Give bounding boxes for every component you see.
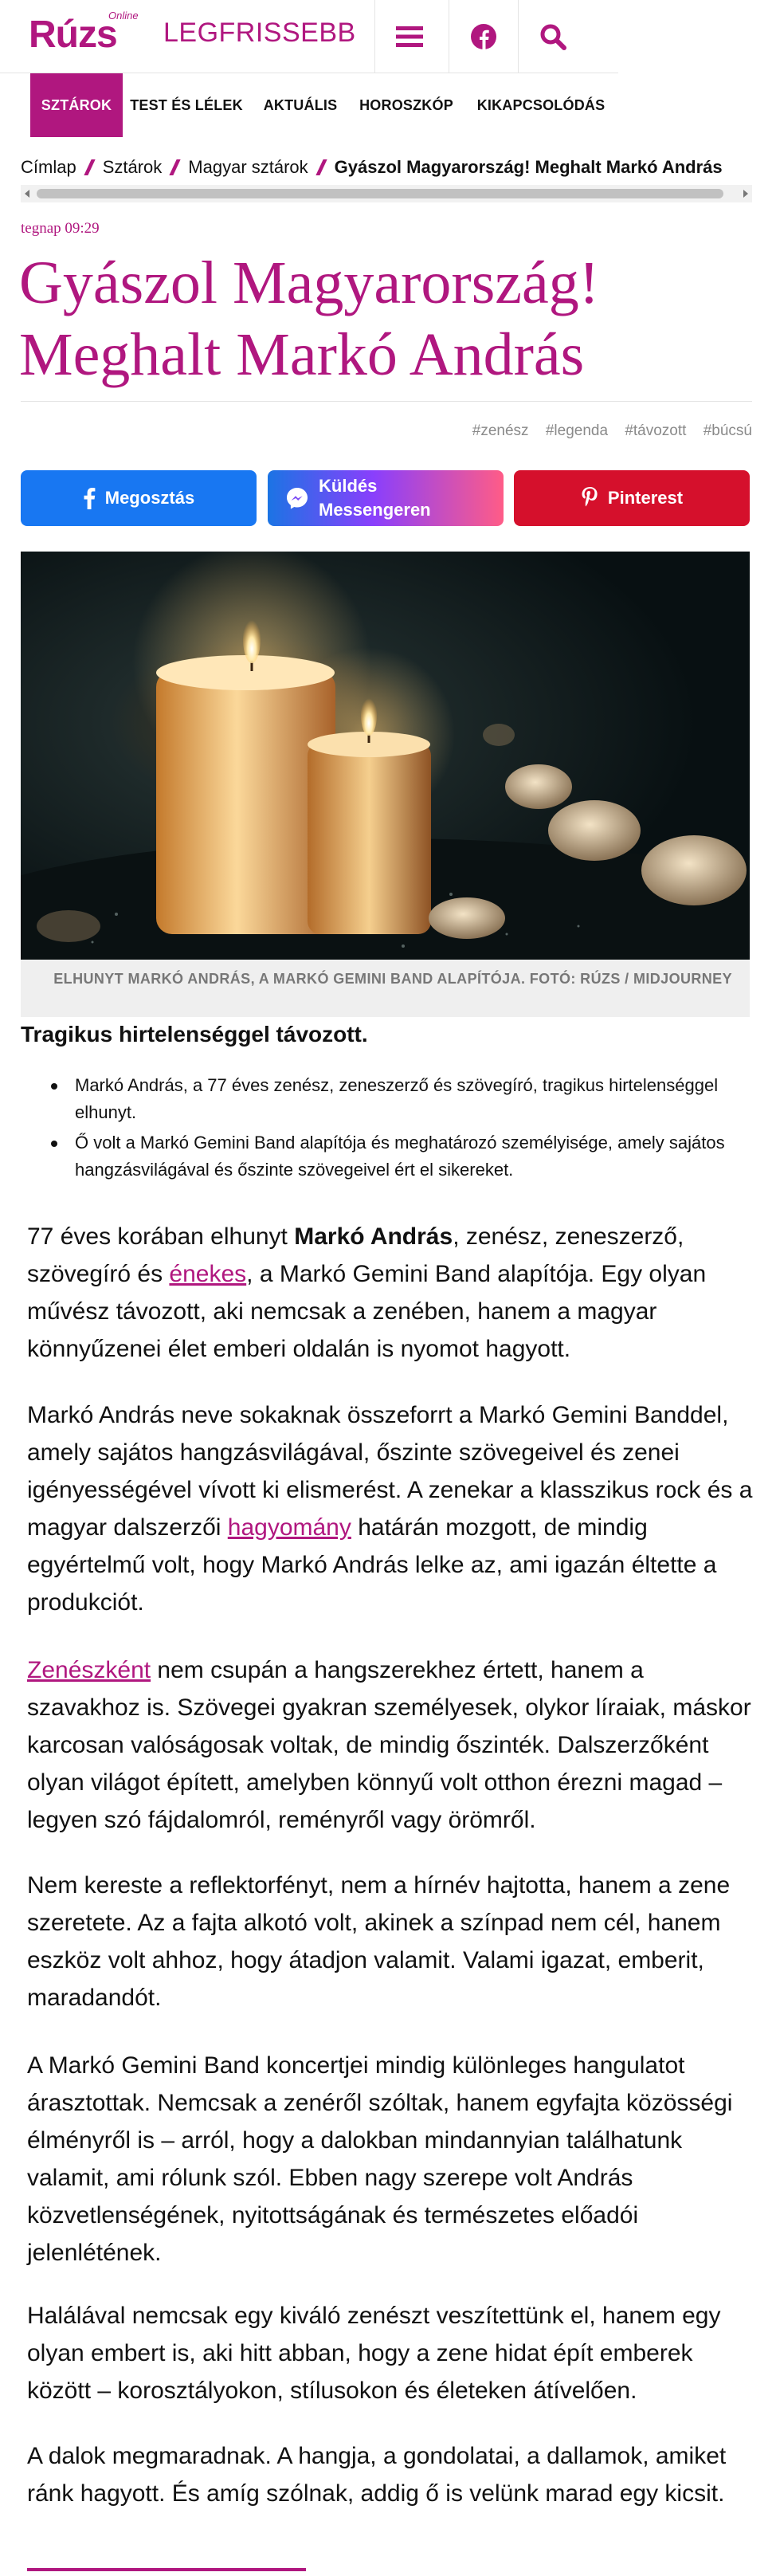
body-paragraph: [27, 1218, 754, 1368]
breadcrumb-scrollbar[interactable]: [21, 185, 752, 202]
inline-link-zeneszkent[interactable]: Zenészként: [27, 1657, 151, 1683]
hamburger-icon: [396, 25, 423, 49]
breadcrumb-separator: [170, 159, 181, 175]
facebook-button[interactable]: [449, 0, 517, 73]
scroll-right-arrow-icon[interactable]: [743, 190, 748, 198]
tag-link[interactable]: #zenész: [472, 422, 529, 439]
tag-link[interactable]: #búcsú: [703, 422, 752, 439]
text-run: , a Markó Gemini Band alapítója. Egy olyan művész távozott, aki nemcsak a zenében, hanem a magyar könnyűzenei élet emberi oldalán is nyomot hagyott.: [27, 1261, 707, 1362]
body-paragraph: [27, 1396, 754, 1621]
scrollbar-thumb[interactable]: [37, 189, 723, 198]
nav-item-kikapcsolodas[interactable]: KIKAPCSOLÓDÁS: [476, 96, 606, 113]
article-timestamp: tegnap 09:29: [21, 220, 100, 237]
breadcrumb-current: Gyászol Magyarország! Meghalt Markó András: [334, 157, 723, 178]
summary-list: [48, 1072, 749, 1187]
pinterest-icon: [581, 486, 598, 510]
body-paragraph: Nem kereste a reflektorfényt, nem a hírnév hajtotta, hanem a zene szeretete. Az a fajta alkotó volt, akinek a színpad nem cél, hanem eszköz volt ahhoz, hogy átadjon valamit. Valami igazat, emberit, maradandót.: [27, 1872, 731, 2011]
article-title: Gyászol Magyarország! Meghalt Markó András: [19, 249, 600, 388]
category-nav: [0, 73, 776, 143]
text-run: határán mozgott, de mindig egyértelmű volt, hogy Markó András lelke az, ami igazán éltette a produkciót.: [27, 1514, 717, 1616]
search-button[interactable]: [518, 0, 586, 73]
section-divider: [27, 2568, 306, 2571]
text-run: , zenész, zeneszerző, szövegíró és: [27, 1223, 684, 1287]
breadcrumb-separator: [84, 159, 95, 175]
pinterest-share-label: Pinterest: [607, 488, 684, 508]
body-paragraph: A Markó Gemini Band koncertjei mindig különleges hangulatot árasztottak. Nemcsak a zenéről szóltak, hanem egyfajta közösségi élményről is – arról, hogy a dalokban mindannyian találhatunk valamit, ami rólunk szól. Ebben nagy szerepe volt András közvetlenségének, nyitottságának és természetes előadói jelenlétének.: [27, 2052, 733, 2266]
messenger-icon: [285, 486, 309, 510]
breadcrumb-home[interactable]: Címlap: [21, 157, 76, 178]
breadcrumb-separator: [315, 159, 327, 175]
inline-link-enekes[interactable]: énekes: [169, 1261, 247, 1287]
summary-item: Markó András, a 77 éves zenész, zeneszerző és szövegíró, tragikus hirtelenséggel elhunyt.: [48, 1072, 749, 1126]
messenger-label-line2: Messengeren: [319, 500, 431, 520]
messenger-share-label: [319, 474, 431, 522]
person-name: Markó András: [294, 1223, 453, 1250]
body-paragraph: Halálával nemcsak egy kiváló zenészt veszítettünk el, hanem egy olyan embert is, aki hitt abban, hogy a zene hidat épít emberek között – korosztályokon, stílusokon és életeken átívelően.: [27, 2303, 721, 2404]
breadcrumb-sztarok[interactable]: Sztárok: [102, 157, 163, 178]
tag-link[interactable]: #legenda: [545, 422, 609, 439]
menu-button[interactable]: [374, 0, 443, 73]
body-paragraph: A dalok megmaradnak. A hangja, a gondolatai, a dallamok, amiket ránk hagyott. És amíg szólnak, addig ő is velünk marad egy kicsit.: [27, 2443, 727, 2507]
nav-item-test-es-lelek[interactable]: TEST ÉS LÉLEK: [130, 96, 243, 113]
candles-image: [21, 552, 750, 960]
facebook-share-label: Megosztás: [104, 488, 195, 508]
image-caption-box: [21, 960, 750, 1017]
nav-item-aktualis[interactable]: AKTUÁLIS: [263, 96, 338, 113]
nav-item-horoszkop[interactable]: HOROSZKÓP: [359, 96, 453, 113]
messenger-share-button[interactable]: [268, 470, 504, 526]
article-lead: Tragikus hirtelenséggel távozott.: [21, 1022, 368, 1046]
breadcrumb-magyar-sztarok[interactable]: Magyar sztárok: [188, 157, 308, 178]
tag-link[interactable]: #távozott: [625, 422, 687, 439]
article-hero-image: [21, 552, 750, 960]
messenger-label-line1: Küldés: [319, 476, 378, 496]
site-header: [0, 0, 618, 73]
article-tags: [460, 422, 752, 440]
logo-online-label: Online: [108, 10, 139, 22]
facebook-share-button[interactable]: [21, 470, 257, 526]
breadcrumb: [21, 156, 754, 185]
text-run: Markó András neve sokaknak összeforrt a Markó Gemini Banddel, amely sajátos hangzásvilágával, őszinte szövegeivel és zenei igényességével vívott ki elismerést. A zenekar a klasszikus rock és a magyar dalszerzői: [27, 1402, 753, 1541]
facebook-icon: [470, 23, 497, 50]
title-divider: [21, 401, 752, 402]
facebook-f-icon: [83, 487, 96, 509]
body-paragraph: [27, 1651, 754, 1839]
image-caption: ELHUNYT MARKÓ ANDRÁS, A MARKÓ GEMINI BAND ALAPÍTÓJA. FOTÓ: RÚZS / MIDJOURNEY: [53, 971, 732, 987]
summary-item: Ő volt a Markó Gemini Band alapítója és meghatározó személyisége, amely sajátos hangzásvilágával és őszinte szövegeivel ért el sikereket.: [48, 1129, 749, 1184]
text-run: nem csupán a hangszerekhez értett, hanem a szavakhoz is. Szövegei gyakran személyesek, olykor líraiak, máskor karcosan valóságosak voltak, de mindig őszinték. Dalszerzőként olyan világot épített, amelyben könnyű volt otthon érezni magad – legyen szó fájdalomról, reményről vagy örömről.: [27, 1657, 751, 1833]
nav-item-sztarok[interactable]: SZTÁROK: [30, 73, 123, 137]
text-run: 77 éves korában elhunyt: [27, 1223, 295, 1250]
scroll-left-arrow-icon[interactable]: [25, 190, 29, 198]
logo-wordmark: Rúzs: [29, 14, 117, 56]
inline-link-hagyomany[interactable]: hagyomány: [227, 1514, 351, 1541]
search-icon: [539, 23, 566, 50]
site-logo[interactable]: [29, 5, 139, 69]
pinterest-share-button[interactable]: [514, 470, 750, 526]
section-title[interactable]: LEGFRISSEBB: [163, 18, 356, 48]
